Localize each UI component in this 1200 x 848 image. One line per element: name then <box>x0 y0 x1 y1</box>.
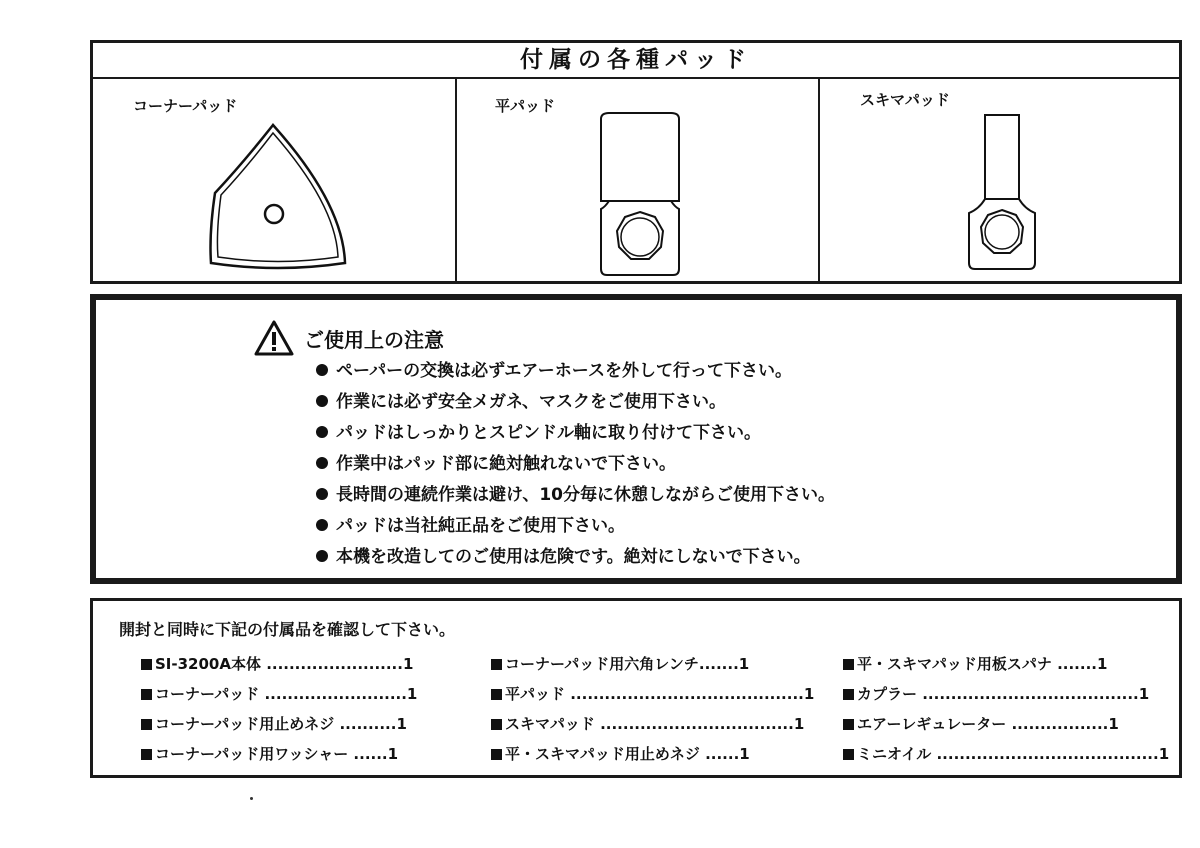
gap-pad-label: スキマパッド <box>860 91 950 109</box>
caution-item: ペーパーの交換は必ずエアーホースを外して行って下さい。 <box>316 356 835 387</box>
flat-pad-label: 平パッド <box>495 97 556 115</box>
gap-pad-section <box>818 79 1181 281</box>
warning-icon <box>254 320 294 356</box>
corner-pad-section <box>93 79 455 281</box>
accessory-item: 平・スキマパッド用板スパナ .......1 <box>843 649 1169 679</box>
corner-pad-illustration <box>203 123 353 283</box>
accessory-item: ミニオイル .......................................1 <box>843 739 1169 769</box>
bullet-icon <box>316 395 328 407</box>
caution-header <box>254 318 444 358</box>
accessory-item: コーナーパッド用六角レンチ.......1 <box>491 649 814 679</box>
caution-heading: ご使用上の注意 <box>304 327 444 352</box>
accessory-item: コーナーパッド用止めネジ ..........1 <box>141 709 417 739</box>
bullet-icon <box>316 426 328 438</box>
accessory-item: スキマパッド ..................................1 <box>491 709 814 739</box>
corner-pad-label: コーナーパッド <box>133 97 238 115</box>
accessory-item: カプラー ......................................1 <box>843 679 1169 709</box>
accessory-item: 平パッド .........................................1 <box>491 679 814 709</box>
caution-item: パッドは当社純正品をご使用下さい。 <box>316 511 835 542</box>
bullet-icon <box>316 488 328 500</box>
accessories-column-2 <box>491 649 814 769</box>
caution-item: 作業中はパッド部に絶対触れないで下さい。 <box>316 449 835 480</box>
accessories-column-3 <box>843 649 1169 769</box>
pads-title: 付属の各種パッド <box>93 43 1179 79</box>
bullet-icon <box>316 550 328 562</box>
caution-list <box>316 356 835 573</box>
print-speck <box>250 797 253 800</box>
gap-pad-illustration <box>965 113 1041 273</box>
accessory-item: コーナーパッド .........................1 <box>141 679 417 709</box>
caution-item: 本機を改造してのご使用は危険です。絶対にしないで下さい。 <box>316 542 835 573</box>
accessories-panel <box>90 598 1182 778</box>
bullet-icon <box>316 457 328 469</box>
caution-item: 長時間の連続作業は避け、10分毎に休憩しながらご使用下さい。 <box>316 480 835 511</box>
accessory-item: 平・スキマパッド用止めネジ ......1 <box>491 739 814 769</box>
caution-item: パッドはしっかりとスピンドル軸に取り付けて下さい。 <box>316 418 835 449</box>
accessory-item: SI-3200A本体 ........................1 <box>141 649 417 679</box>
bullet-icon <box>316 519 328 531</box>
bullet-icon <box>316 364 328 376</box>
accessories-intro: 開封と同時に下記の付属品を確認して下さい。 <box>119 620 456 639</box>
caution-panel <box>90 294 1182 584</box>
flat-pad-section <box>455 79 820 281</box>
accessories-column-1 <box>141 649 417 769</box>
accessory-item: エアーレギュレーター .................1 <box>843 709 1169 739</box>
flat-pad-illustration <box>595 109 685 279</box>
accessory-item: コーナーパッド用ワッシャー ......1 <box>141 739 417 769</box>
pads-panel <box>90 40 1182 284</box>
caution-item: 作業には必ず安全メガネ、マスクをご使用下さい。 <box>316 387 835 418</box>
